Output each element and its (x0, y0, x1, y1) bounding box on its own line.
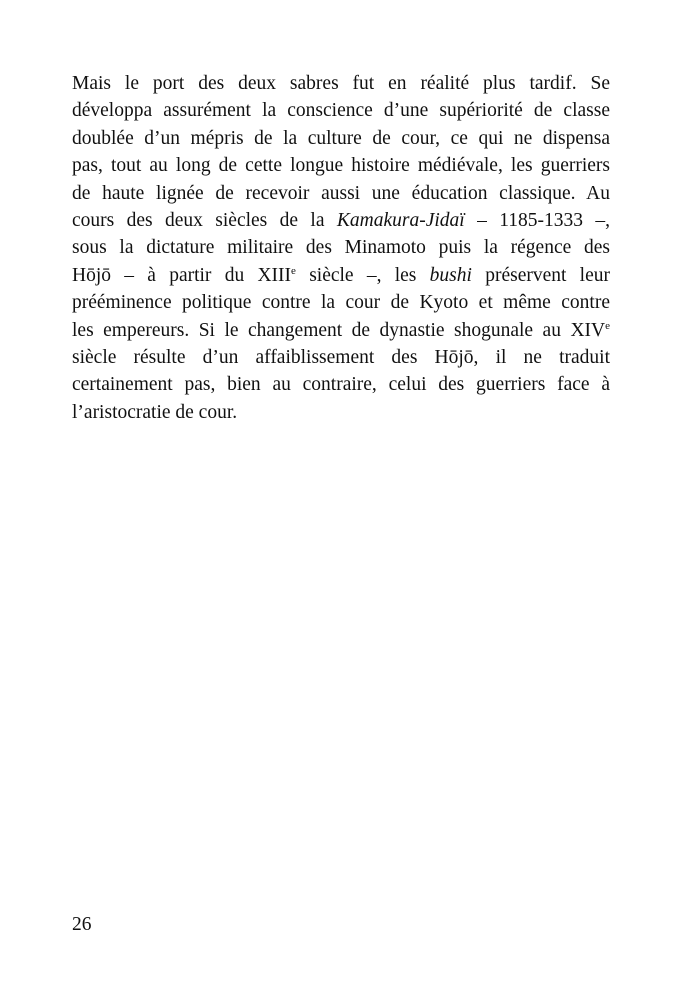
text-line: développa assurément la conscience d’une supériorité de classe (72, 100, 610, 122)
text-line: les empereurs. Si le changement de dynastie shogunale au XIVe (72, 319, 610, 341)
text-line: prééminence politique contre la cour de Kyoto et même contre (72, 292, 610, 314)
text-line: de haute lignée de recevoir aussi une éducation classique. Au (72, 182, 610, 204)
italic-term-bushi: bushi (429, 264, 472, 286)
text-line: cours des deux siècles de la Kamakura-Jidaï – 1185-1333 –, (72, 209, 610, 231)
page-number: 26 (72, 914, 92, 935)
text-line: siècle résulte d’un affaiblissement des Hōjō, il ne traduit (72, 346, 610, 368)
superscript-e: e (291, 264, 296, 277)
italic-term-kamakura-jidai: Kamakura-Jidaï (336, 209, 465, 231)
body-paragraph (72, 70, 610, 426)
text-line: pas, tout au long de cette longue histoire médiévale, les guerriers (72, 155, 610, 177)
superscript-e: e (605, 319, 610, 332)
text-line: sous la dictature militaire des Minamoto puis la régence des (72, 237, 610, 259)
text-line: Hōjō – à partir du XIIIe siècle –, les bushi préservent leur (72, 264, 610, 286)
text-line: doublée d’un mépris de la culture de cour, ce qui ne dispensa (72, 127, 610, 149)
text-line: Mais le port des deux sabres fut en réalité plus tardif. Se (72, 73, 610, 94)
text-line: certainement pas, bien au contraire, celui des guerriers face à (72, 374, 610, 396)
text-line: l’aristocratie de cour. (72, 401, 238, 423)
